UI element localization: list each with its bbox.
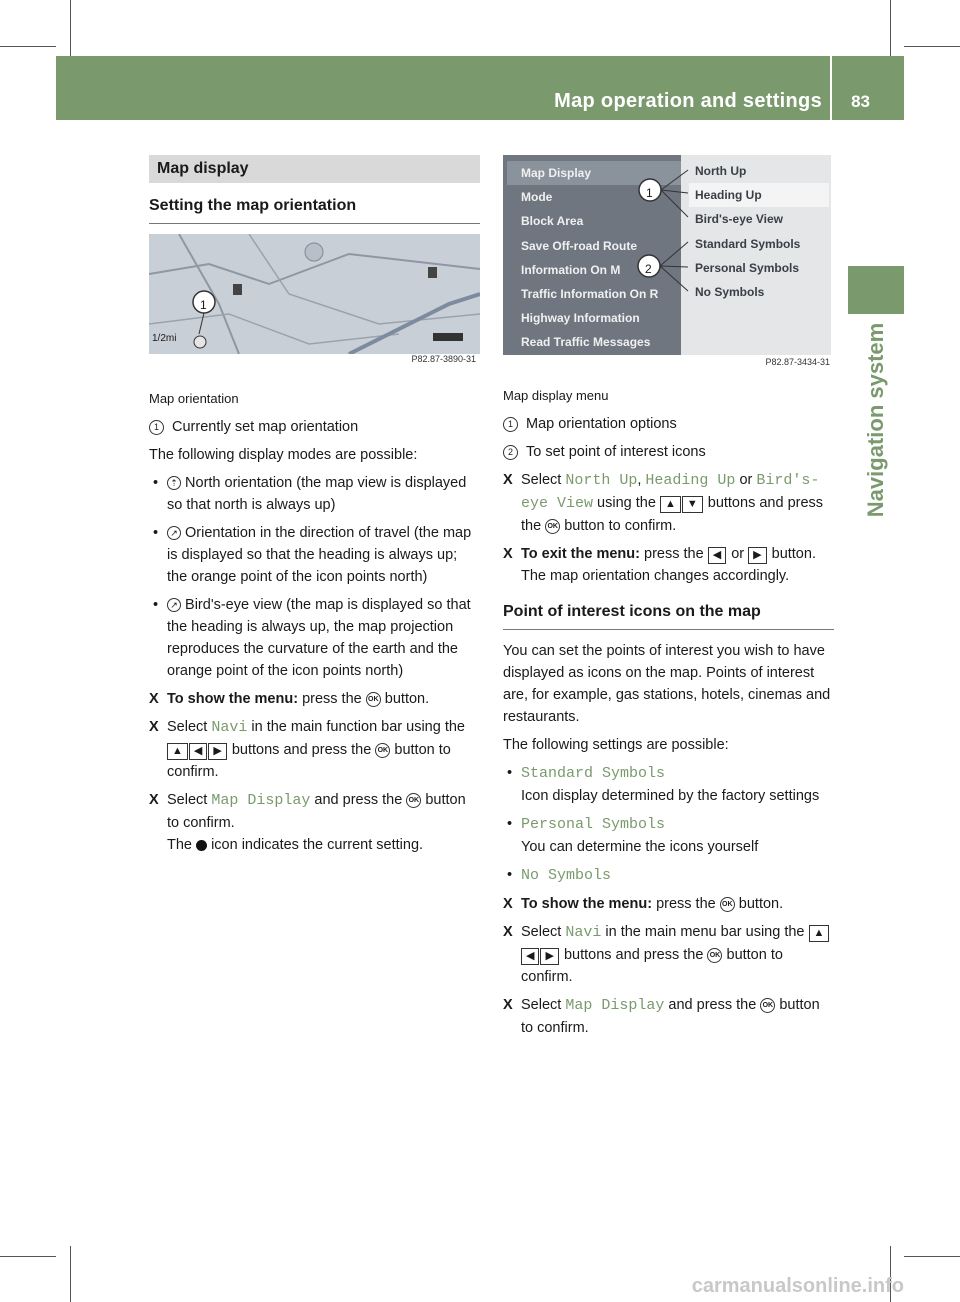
- figure-caption-title: Map display menu: [503, 388, 609, 403]
- instruction-step: X To show the menu: press the OK button.: [149, 688, 480, 710]
- right-button-icon: ▶: [540, 948, 558, 965]
- figure-code: P82.87-3434-31: [765, 357, 830, 367]
- figure-caption-item: 2 To set point of interest icons: [503, 441, 834, 463]
- menu-item[interactable]: Highway Information: [521, 311, 640, 326]
- step-arrow-icon: X: [149, 691, 159, 707]
- chapter-label: Navigation system: [863, 322, 888, 518]
- map-scale: 1/2mi: [152, 333, 177, 344]
- right-button-icon: ▶: [748, 547, 766, 564]
- figure-caption-item: 1 Map orientation options: [503, 413, 834, 435]
- section-heading: Setting the map orientation: [149, 195, 480, 224]
- option-item[interactable]: North Up: [695, 164, 747, 178]
- option-item[interactable]: Personal Symbols: [695, 260, 800, 275]
- ok-button-icon: OK: [406, 793, 421, 808]
- step-arrow-icon: X: [503, 997, 513, 1013]
- instruction-step: X Select North Up, Heading Up or Bird's-eye View using the ▲ ▼ buttons and press the OK button to confirm.: [503, 469, 834, 537]
- crop-mark: [70, 1246, 71, 1302]
- crop-mark: [904, 1256, 960, 1257]
- option-item[interactable]: Bird's-eye View: [695, 212, 784, 227]
- callout-lines: [503, 155, 834, 355]
- step-arrow-icon: X: [503, 924, 513, 940]
- page-number: 83: [851, 92, 870, 111]
- step-arrow-icon: X: [149, 719, 159, 735]
- header-title: Map operation and settings: [554, 90, 822, 112]
- callout-1-icon: 1: [503, 417, 518, 432]
- map-marker-number: 1: [200, 298, 207, 312]
- header-separator: [830, 56, 832, 120]
- list-item: • ↗ Orientation in the direction of travel (the map is displayed so that the heading is always up; the orange point of the icon points north): [149, 522, 480, 588]
- callout-marker-2: 2: [645, 262, 652, 276]
- menu-item[interactable]: Block Area: [521, 214, 584, 229]
- map-display-menu-figure: [503, 155, 834, 375]
- right-column: [503, 155, 834, 1045]
- ok-button-icon: OK: [375, 743, 390, 758]
- crop-mark: [70, 0, 71, 56]
- left-column: [149, 155, 480, 862]
- menu-item[interactable]: Information On M: [521, 262, 621, 277]
- list-item: • ⇡ North orientation (the map view is displayed so that north is always up): [149, 472, 480, 516]
- step-arrow-icon: X: [503, 472, 513, 488]
- instruction-step: X Select Map Display and press the OK button to confirm.: [503, 994, 834, 1039]
- ok-button-icon: OK: [720, 897, 735, 912]
- ok-button-icon: OK: [366, 692, 381, 707]
- left-button-icon: ◀: [521, 948, 539, 965]
- list-item: • Standard Symbols Icon display determined by the factory settings: [503, 762, 834, 807]
- list-item: • Personal Symbols You can determine the icons yourself: [503, 813, 834, 858]
- option-item[interactable]: No Symbols: [695, 285, 765, 300]
- option-item[interactable]: Standard Symbols: [695, 236, 801, 251]
- instruction-step: X To exit the menu: press the ◀ or ▶ button. The map orientation changes accordingly.: [503, 543, 834, 587]
- map-orientation-figure: [149, 234, 480, 372]
- crop-mark: [890, 0, 891, 56]
- up-button-icon: ▲: [809, 925, 830, 942]
- menu-item[interactable]: Map Display: [507, 161, 681, 185]
- instruction-step: X Select Navi in the main function bar using the ▲ ◀ ▶ buttons and press the OK button to confirm.: [149, 716, 480, 783]
- menu-item[interactable]: Read Traffic Messages: [521, 335, 651, 350]
- step-arrow-icon: X: [149, 792, 159, 808]
- left-button-icon: ◀: [189, 743, 207, 760]
- paragraph: You can set the points of interest you wish to have displayed as icons on the map. Points of interest are, for example, gas stations, hotels, cinemas and restaurants.: [503, 643, 831, 725]
- step-arrow-icon: X: [503, 896, 513, 912]
- ok-button-icon: OK: [545, 519, 560, 534]
- step-arrow-icon: X: [503, 546, 513, 562]
- list-item: • No Symbols: [503, 864, 834, 887]
- chapter-tab: [848, 266, 904, 314]
- left-button-icon: ◀: [708, 547, 726, 564]
- callout-2-icon: 2: [503, 445, 518, 460]
- instruction-step: X Select Navi in the main menu bar using the ▲◀ ▶ buttons and press the OK button to confirm.: [503, 921, 834, 988]
- up-button-icon: ▲: [167, 743, 188, 760]
- north-orientation-icon: ⇡: [167, 476, 181, 490]
- menu-item[interactable]: Save Off-road Route: [521, 238, 638, 253]
- birds-eye-icon: ↗: [167, 598, 181, 612]
- up-button-icon: ▲: [660, 496, 681, 513]
- callout-1-icon: 1: [149, 420, 164, 435]
- paragraph: The following display modes are possible:: [149, 447, 418, 463]
- instruction-step: X To show the menu: press the OK button.: [503, 893, 834, 915]
- crop-mark: [0, 1256, 56, 1257]
- menu-item[interactable]: Traffic Information On R: [521, 287, 659, 302]
- option-item[interactable]: Heading Up: [689, 183, 829, 207]
- figure-caption-title: Map orientation: [149, 391, 239, 406]
- down-button-icon: ▼: [682, 496, 703, 513]
- right-button-icon: ▶: [208, 743, 226, 760]
- menu-item[interactable]: Mode: [521, 190, 553, 205]
- instruction-step: X Select Map Display and press the OK button to confirm. The icon indicates the current setting.: [149, 789, 480, 856]
- footer-watermark: carmanualsonline.info: [691, 1275, 904, 1297]
- current-setting-dot-icon: [196, 840, 207, 851]
- figure-caption-item: 1 Currently set map orientation: [149, 416, 480, 438]
- figure-code: P82.87-3890-31: [411, 354, 476, 364]
- list-item: • ↗ Bird's-eye view (the map is displayed so that the heading is always up, the map projection reproduces the curvature of the earth and the orange point of the icon points north): [149, 594, 480, 682]
- section-heading: Point of interest icons on the map: [503, 601, 834, 630]
- ok-button-icon: OK: [707, 948, 722, 963]
- ok-button-icon: OK: [760, 998, 775, 1013]
- section-title: Map display: [149, 155, 480, 183]
- crop-mark: [0, 46, 56, 47]
- heading-orientation-icon: ↗: [167, 526, 181, 540]
- page-header: [56, 56, 904, 120]
- paragraph: The following settings are possible:: [503, 737, 729, 753]
- crop-mark: [904, 46, 960, 47]
- callout-marker-1: 1: [646, 186, 653, 200]
